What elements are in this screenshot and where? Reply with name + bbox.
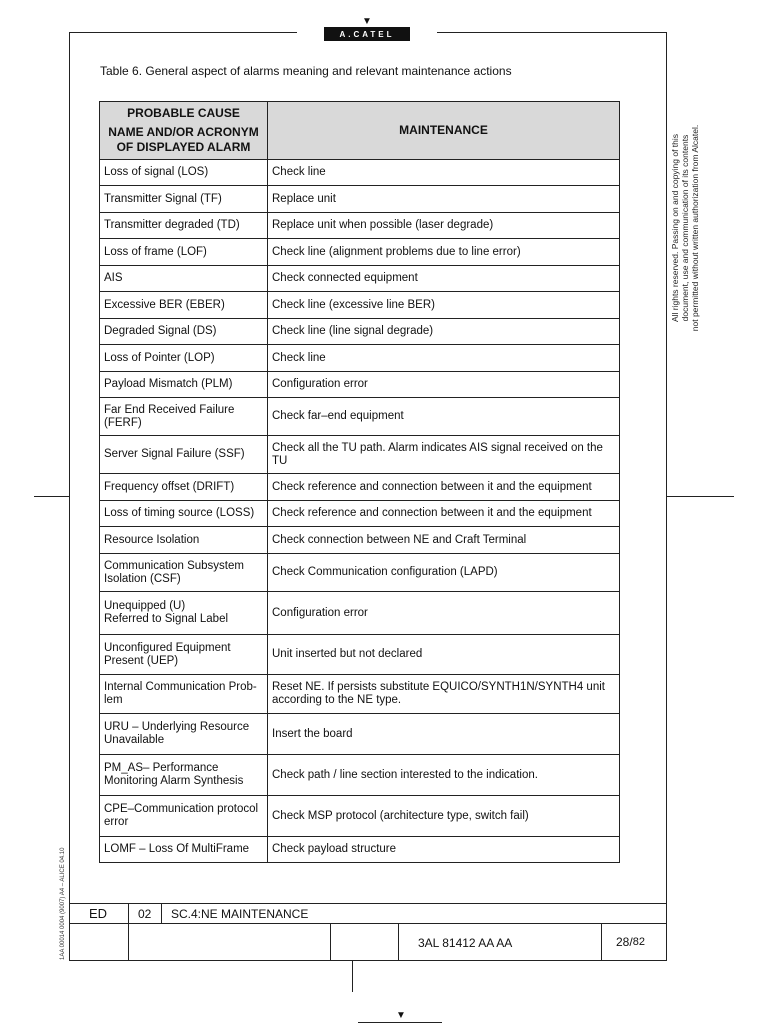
table-row [100,239,620,266]
page-number: 28/$^{82}$ [616,935,645,949]
maintenance-action-cell: Check line (alignment problems due to line error) [268,239,620,266]
alarm-cause-cell: Internal Communication Prob-lem [100,675,268,714]
alarm-cause-cell: Excessive BER (EBER) [100,292,268,319]
edition-label: ED [89,906,108,921]
table-row [100,675,620,714]
section-title: SC.4:NE MAINTENANCE [171,907,309,921]
table-row [100,755,620,796]
maintenance-action-cell: Unit inserted but not declared [268,635,620,675]
alarm-cause-cell: Payload Mismatch (PLM) [100,372,268,398]
alarm-cause-cell: Far End Received Failure (FERF) [100,398,268,436]
footer-line-top [69,903,667,904]
table-row [100,592,620,635]
header-probable-cause: PROBABLE CAUSE NAME AND/OR ACRONYM OF DISPLAYED ALARM [100,102,268,160]
table-row [100,213,620,239]
footer-divider-3 [330,923,331,961]
alarm-cause-cell: Loss of Pointer (LOP) [100,345,268,372]
maintenance-action-cell: Check line (excessive line BER) [268,292,620,319]
table-row [100,474,620,501]
table-row [100,796,620,837]
alarm-cause-cell: AIS [100,266,268,292]
maintenance-action-cell: Reset NE. If persists substitute EQUICO/SYNTH1N/SYNTH4 unit according to the NE type. [268,675,620,714]
alarm-cause-cell: Resource Isolation [100,527,268,554]
footer-divider-1 [128,903,129,961]
maintenance-action-cell: Check reference and connection between it and the equipment [268,501,620,527]
maintenance-action-cell: Check MSP protocol (architecture type, switch fail) [268,796,620,837]
bottom-marker-icon: ▼ [396,1010,406,1021]
maintenance-action-cell: Check line [268,160,620,186]
table-row [100,436,620,474]
table-row [100,160,620,186]
maintenance-action-cell: Check line (line signal degrade) [268,319,620,345]
alarm-cause-cell: Unequipped (U) Referred to Signal Label [100,592,268,635]
alarm-cause-cell: LOMF – Loss Of MultiFrame [100,837,268,863]
alarm-cause-cell: Unconfigured Equipment Present (UEP) [100,635,268,675]
maintenance-action-cell: Check line [268,345,620,372]
table-row [100,345,620,372]
alarm-cause-cell: CPE–Communication protocol error [100,796,268,837]
table-row [100,398,620,436]
table-row [100,714,620,755]
alarm-cause-cell: Transmitter Signal (TF) [100,186,268,213]
table-row [100,527,620,554]
top-marker-icon: ▼ [362,16,372,27]
alarm-cause-cell: Degraded Signal (DS) [100,319,268,345]
maintenance-action-cell: Check Communication configuration (LAPD) [268,554,620,592]
bottom-tick [352,961,353,992]
maintenance-action-cell: Check payload structure [268,837,620,863]
maintenance-action-cell: Configuration error [268,372,620,398]
alarms-table [99,101,620,863]
alarm-cause-cell: Loss of frame (LOF) [100,239,268,266]
alarm-cause-cell: Loss of signal (LOS) [100,160,268,186]
maintenance-action-cell: Check connected equipment [268,266,620,292]
maintenance-action-cell: Replace unit when possible (laser degrade) [268,213,620,239]
document-code: 3AL 81412 AA AA [418,936,513,950]
alarm-rows [100,160,620,863]
maintenance-action-cell: Check connection between NE and Craft Terminal [268,527,620,554]
maintenance-action-cell: Insert the board [268,714,620,755]
document-form-code: 1AA 00014 0004 (9007) A4 – ALICE 04.10 [60,847,66,960]
header-maintenance: MAINTENANCE [268,102,620,160]
table-caption: Table 6. General aspect of alarms meaning and relevant maintenance actions [100,64,512,78]
table-row [100,186,620,213]
company-logo: A.CATEL [324,27,410,41]
frame-top-left [69,32,297,33]
table-row [100,292,620,319]
table-row [100,837,620,863]
table-row [100,635,620,675]
alarm-cause-cell: Communication Subsystem Isolation (CSF) [100,554,268,592]
alarm-cause-cell: Loss of timing source (LOSS) [100,501,268,527]
maintenance-action-cell: Check far–end equipment [268,398,620,436]
maintenance-action-cell: Check all the TU path. Alarm indicates AIS signal received on the TU [268,436,620,474]
footer-line-mid [69,923,667,924]
fold-mark-left [34,496,70,497]
frame-bottom [69,960,667,961]
maintenance-action-cell: Replace unit [268,186,620,213]
alarm-cause-cell: Frequency offset (DRIFT) [100,474,268,501]
table-row [100,501,620,527]
alarm-cause-cell: Server Signal Failure (SSF) [100,436,268,474]
alarm-cause-cell: PM_AS– Performance Monitoring Alarm Synthesis [100,755,268,796]
table-row [100,554,620,592]
footer-divider-2 [161,903,162,924]
maintenance-action-cell: Configuration error [268,592,620,635]
footer-divider-5 [601,923,602,961]
table-row [100,372,620,398]
maintenance-action-cell: Check path / line section interested to the indication. [268,755,620,796]
maintenance-action-cell: Check reference and connection between it and the equipment [268,474,620,501]
rights-notice: All rights reserved. Passing on and copying of this document, use and communication of its contents not permitted without written authorization from Alcatel. [670,124,700,332]
table-row [100,319,620,345]
alarm-cause-cell: URU – Underlying Resource Unavailable [100,714,268,755]
edition-value: 02 [138,907,152,921]
fold-mark-right [666,496,734,497]
table-header-row [100,102,620,160]
frame-top-right [437,32,667,33]
bottom-cut-line [358,1022,442,1023]
table-row [100,266,620,292]
alarm-cause-cell: Transmitter degraded (TD) [100,213,268,239]
footer-divider-4 [398,923,399,961]
